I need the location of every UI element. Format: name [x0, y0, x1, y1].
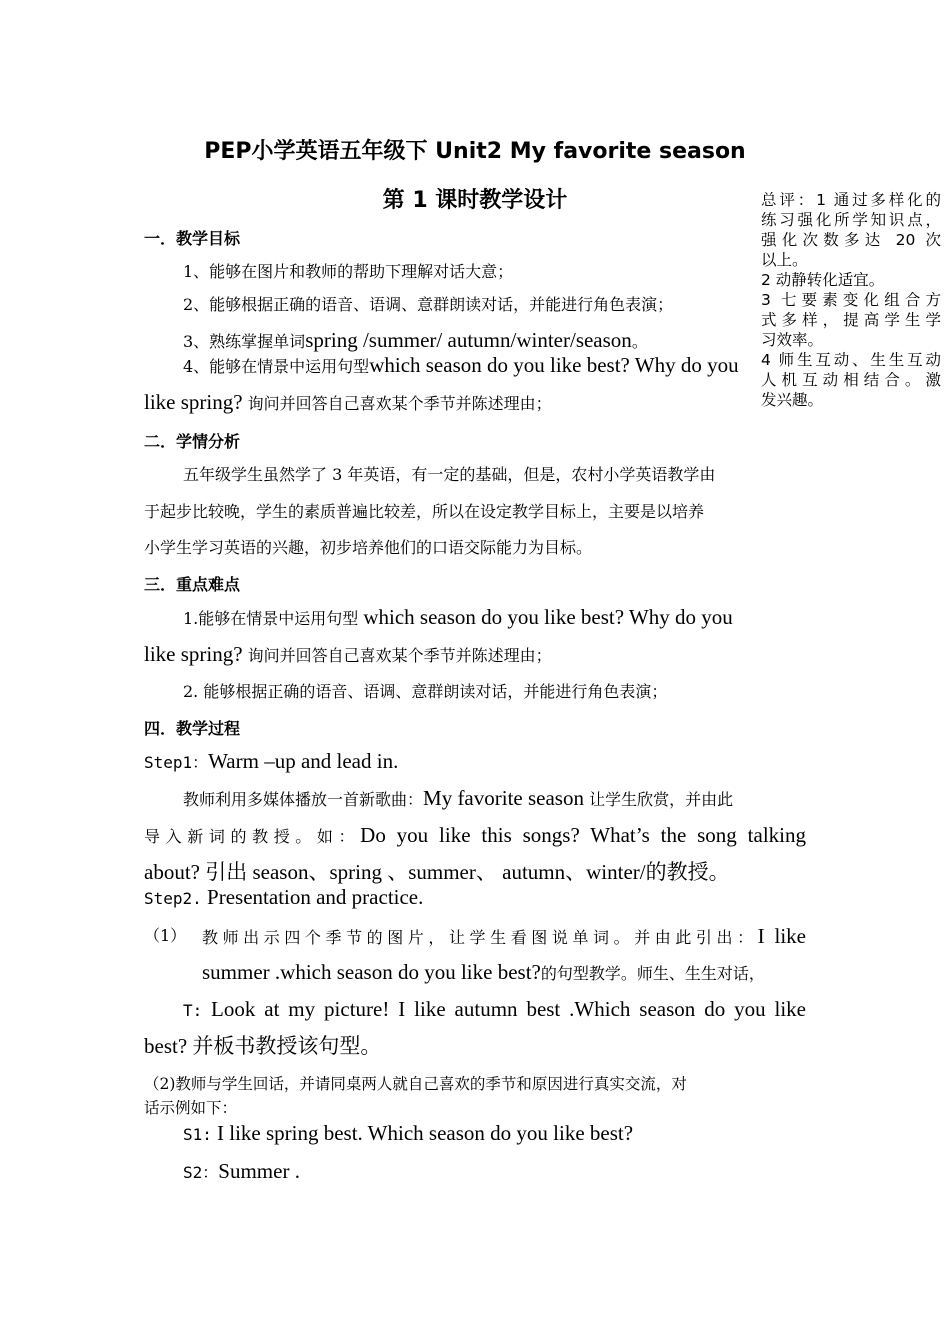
- goal-item-3: [183, 329, 648, 353]
- goal-item-4: [183, 354, 761, 378]
- goal-item-3-cn: 3、熟练掌握单词: [183, 332, 306, 351]
- keypoint-item-1-en: which season do you like best? Why do you: [363, 605, 733, 629]
- process-paragraph-line-3: about? 引出 season、spring 、summer、 autumn、winter/的教授。: [144, 860, 730, 884]
- comment-line: 发兴趣。: [761, 391, 824, 409]
- analysis-line-3: 小学生学习英语的兴趣，初步培养他们的口语交际能力为目标。: [144, 538, 593, 557]
- process-p2-en: Do you like this songs? What’s the song talking: [360, 823, 806, 847]
- goal-item-3-end: 。: [631, 332, 648, 351]
- keypoint-item-1-cn: 1.能够在情景中运用句型: [183, 609, 364, 628]
- process-p1-cn: 教师利用多媒体播放一首新歌曲：: [183, 790, 424, 809]
- sub-item-2-line-2: 话示例如下：: [144, 1099, 238, 1117]
- process-paragraph-line-1: [183, 787, 733, 811]
- comment-line: 人机互动相结合。激: [761, 371, 941, 389]
- review-comment: [761, 190, 941, 410]
- step1-line: [144, 750, 398, 774]
- step1-text: Warm –up and lead in.: [208, 749, 399, 773]
- goal-item-1: 1、能够在图片和教师的帮助下理解对话大意；: [183, 262, 514, 281]
- dialogue-s2-label: S2：: [183, 1163, 219, 1182]
- process-paragraph-line-2: [144, 824, 806, 848]
- goal-item-4-cn: 4、能够在情景中运用句型: [183, 357, 370, 376]
- step2-line: [144, 886, 423, 910]
- dialogue-s1-label: S1:: [183, 1125, 212, 1144]
- dialogue-s1-text: I like spring best. Which season do you like best?: [217, 1121, 634, 1145]
- section-heading-keypoints: 三．重点难点: [144, 575, 241, 594]
- goal-item-2: 2、能够根据正确的语音、语调、意群朗读对话，并能进行角色表演；: [183, 295, 674, 314]
- dialogue-s1: [183, 1122, 633, 1146]
- step2-text: Presentation and practice.: [201, 885, 424, 909]
- teacher-line-continued: best? 并板书教授该句型。: [144, 1034, 382, 1058]
- section-heading-analysis: 二．学情分析: [144, 432, 241, 451]
- keypoint-item-1: [183, 606, 733, 630]
- sub-item-1-en: I like: [757, 924, 806, 948]
- goal-item-4-cont-en: like spring?: [144, 390, 243, 414]
- sub-item-1-l2-en: summer .which season do you like best?: [202, 960, 541, 984]
- sub-item-1-line-1: [202, 925, 806, 949]
- comment-line: 习效率。: [761, 331, 824, 349]
- process-p2-cn: 导入新词的教授。如：: [144, 827, 361, 846]
- analysis-line-1: 五年级学生虽然学了 3 年英语，有一定的基础，但是，农村小学英语教学由: [183, 465, 716, 484]
- step2-label: Step2.: [144, 889, 202, 908]
- comment-line: 4 师生互动、生生互动: [761, 351, 941, 369]
- keypoint-item-1-cont-cn: 询问并回答自己喜欢某个季节并陈述理由；: [242, 646, 552, 665]
- goal-item-4-continued: [144, 391, 552, 415]
- keypoint-item-2: 2. 能够根据正确的语音、语调、意群朗读对话，并能进行角色表演；: [183, 682, 668, 701]
- teacher-label: T:: [183, 1001, 203, 1020]
- document-subtitle: 第 1 课时教学设计: [382, 188, 568, 213]
- document-title: PEP小学英语五年级下 Unit2 My favorite season: [204, 139, 746, 164]
- sub-item-1-number: （1）: [144, 926, 187, 945]
- comment-line: 3 七要素变化组合方: [761, 291, 941, 309]
- sub-item-1-l2-cn: 的句型教学。师生、生生对话，: [540, 964, 765, 983]
- goal-item-3-en: spring /summer/ autumn/winter/season: [305, 328, 632, 352]
- process-p1-cn2: 让学生欣赏，并由此: [583, 790, 734, 809]
- keypoint-item-1-continued: [144, 643, 552, 667]
- comment-line: 练习强化所学知识点，: [761, 211, 941, 229]
- comment-line: 式多样，提高学生学: [761, 311, 941, 329]
- step1-label: Step1：: [144, 753, 209, 772]
- comment-line: 以上。: [761, 251, 808, 269]
- sub-item-1-line-2: [202, 961, 765, 985]
- teacher-text: Look at my picture! I like autumn best .Which season do you like: [211, 997, 806, 1021]
- dialogue-s2: [183, 1160, 300, 1184]
- section-heading-goals: 一．教学目标: [144, 229, 241, 248]
- section-heading-process: 四．教学过程: [144, 719, 241, 738]
- keypoint-item-1-cont-en: like spring?: [144, 642, 243, 666]
- sub-item-1-cn: 教师出示四个季节的图片，让学生看图说单词。并由此引出：: [202, 928, 758, 947]
- comment-line: 总评：1 通过多样化的: [761, 191, 941, 209]
- dialogue-s2-text: Summer .: [218, 1159, 300, 1183]
- comment-line: 2 动静转化适宜。: [761, 271, 885, 289]
- goal-item-4-en: which season do you like best? Why do you: [369, 354, 739, 377]
- sub-item-2-line-1: （2)教师与学生回话，并请同桌两人就自己喜欢的季节和原因进行真实交流，对: [144, 1075, 687, 1093]
- goal-item-4-cont-cn: 询问并回答自己喜欢某个季节并陈述理由；: [242, 394, 552, 413]
- teacher-line: [183, 998, 806, 1022]
- analysis-line-2: 于起步比较晚，学生的素质普遍比较差，所以在设定教学目标上，主要是以培养: [144, 502, 705, 521]
- process-p1-en: My favorite season: [423, 786, 584, 810]
- comment-line: 强化次数多达 20 次: [761, 231, 941, 249]
